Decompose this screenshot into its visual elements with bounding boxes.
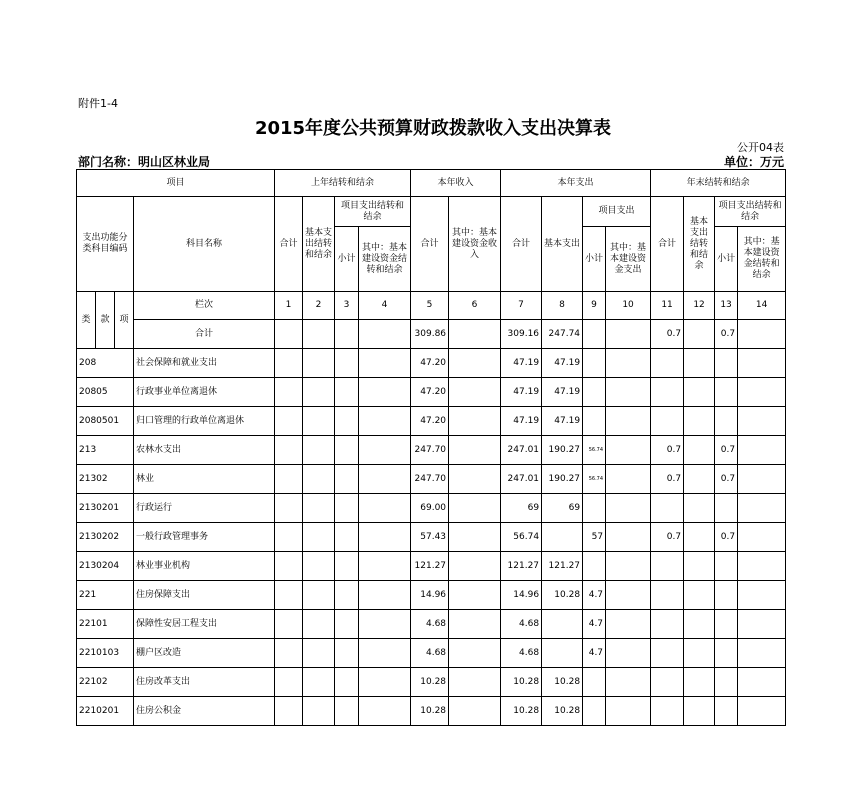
row-name: 一般行政管理事务: [134, 523, 275, 552]
row-cell: [275, 581, 303, 610]
row-cell: [684, 639, 715, 668]
row-cell: [606, 465, 651, 494]
row-cell: [449, 378, 501, 407]
row-cell: [583, 378, 606, 407]
row-code: 2130202: [77, 523, 134, 552]
table-row: [77, 494, 786, 523]
row-cell: [651, 552, 684, 581]
table-row: [77, 436, 786, 465]
row-cell: 47.20: [411, 407, 449, 436]
header-kuan: 款: [96, 292, 115, 349]
header-end-total: 合计: [651, 197, 684, 292]
row-cell: [359, 581, 411, 610]
row-cell: 247.70: [411, 436, 449, 465]
row-cell: [684, 436, 715, 465]
row-name: 林业事业机构: [134, 552, 275, 581]
row-name: 住房保障支出: [134, 581, 275, 610]
row-cell: [275, 639, 303, 668]
row-cell: [303, 407, 335, 436]
row-cell: [449, 494, 501, 523]
row-code: 2210201: [77, 697, 134, 726]
row-cell: [303, 523, 335, 552]
column-number: 5: [411, 292, 449, 320]
header-end: 年末结转和结余: [651, 170, 786, 197]
row-cell: [651, 668, 684, 697]
row-cell: 47.19: [501, 407, 542, 436]
row-cell: [606, 697, 651, 726]
row-cell: [606, 378, 651, 407]
row-cell: [738, 581, 786, 610]
row-cell: [606, 523, 651, 552]
header-prev: 上年结转和结余: [275, 170, 411, 197]
column-number: 14: [738, 292, 786, 320]
row-cell: 10.28: [542, 668, 583, 697]
row-cell: [684, 552, 715, 581]
row-cell: [651, 349, 684, 378]
row-code: 208: [77, 349, 134, 378]
header-name: 科目名称: [134, 197, 275, 292]
header-income: 本年收入: [411, 170, 501, 197]
total-cell: [275, 320, 303, 349]
header-prev-total: 合计: [275, 197, 303, 292]
row-cell: [684, 349, 715, 378]
total-cell: [303, 320, 335, 349]
row-cell: [303, 552, 335, 581]
row-cell: [684, 465, 715, 494]
row-cell: [606, 436, 651, 465]
row-cell: [684, 697, 715, 726]
row-cell: 121.27: [542, 552, 583, 581]
row-cell: 0.7: [651, 465, 684, 494]
row-cell: [583, 407, 606, 436]
row-code: 221: [77, 581, 134, 610]
row-cell: [275, 378, 303, 407]
row-cell: 47.19: [542, 407, 583, 436]
row-code: 2130204: [77, 552, 134, 581]
column-number: 1: [275, 292, 303, 320]
row-cell: 247.01: [501, 436, 542, 465]
header-exp-capital: 其中：基本建设资金支出: [606, 227, 651, 292]
row-cell: [715, 610, 738, 639]
row-cell: [606, 581, 651, 610]
row-cell: 0.7: [651, 436, 684, 465]
row-cell: 47.19: [501, 378, 542, 407]
header-lei: 类: [77, 292, 96, 349]
row-cell: 69: [501, 494, 542, 523]
row-code: 22102: [77, 668, 134, 697]
total-cell: [449, 320, 501, 349]
row-cell: [583, 697, 606, 726]
row-cell: [449, 697, 501, 726]
row-cell: 4.7: [583, 581, 606, 610]
table-row: [77, 581, 786, 610]
table-row: [77, 523, 786, 552]
row-cell: [275, 697, 303, 726]
column-number: 13: [715, 292, 738, 320]
lanci-label: 栏次: [134, 292, 275, 320]
header-exp-subtotal: 小计: [583, 227, 606, 292]
row-cell: [684, 494, 715, 523]
row-cell: [335, 610, 359, 639]
total-cell: [359, 320, 411, 349]
row-cell: [335, 465, 359, 494]
header-end-subtotal: 小计: [715, 227, 738, 292]
header-income-total: 合计: [411, 197, 449, 292]
row-cell: 56.74: [583, 465, 606, 494]
row-cell: [542, 610, 583, 639]
row-cell: 14.96: [411, 581, 449, 610]
row-cell: [583, 552, 606, 581]
row-cell: 10.28: [542, 581, 583, 610]
row-cell: 56.74: [583, 436, 606, 465]
row-cell: [738, 610, 786, 639]
row-name: 社会保障和就业支出: [134, 349, 275, 378]
row-name: 归口管理的行政单位离退休: [134, 407, 275, 436]
total-cell: 309.86: [411, 320, 449, 349]
row-cell: [684, 610, 715, 639]
row-cell: [449, 407, 501, 436]
row-cell: [303, 610, 335, 639]
row-cell: [715, 668, 738, 697]
total-cell: [583, 320, 606, 349]
row-cell: [738, 349, 786, 378]
row-cell: [275, 465, 303, 494]
row-cell: [275, 523, 303, 552]
row-cell: 0.7: [715, 523, 738, 552]
header-item: 项目: [77, 170, 275, 197]
row-cell: [542, 639, 583, 668]
column-number: 11: [651, 292, 684, 320]
row-cell: [335, 552, 359, 581]
row-cell: [359, 523, 411, 552]
row-cell: 10.28: [501, 668, 542, 697]
row-cell: [651, 494, 684, 523]
row-cell: [449, 436, 501, 465]
row-name: 农林水支出: [134, 436, 275, 465]
header-code: 支出功能分类科目编码: [77, 197, 134, 292]
row-name: 棚户区改造: [134, 639, 275, 668]
row-cell: [359, 407, 411, 436]
column-number: 9: [583, 292, 606, 320]
table-row: [77, 639, 786, 668]
row-cell: [359, 494, 411, 523]
total-cell: 0.7: [715, 320, 738, 349]
row-code: 22101: [77, 610, 134, 639]
header-prev-proj: 项目支出结转和结余: [335, 197, 411, 227]
total-cell: 309.16: [501, 320, 542, 349]
row-cell: [303, 378, 335, 407]
row-cell: [651, 610, 684, 639]
row-cell: [359, 668, 411, 697]
row-cell: [738, 552, 786, 581]
row-cell: [359, 378, 411, 407]
row-cell: [335, 697, 359, 726]
header-exp-basic: 基本支出: [542, 197, 583, 292]
row-cell: [738, 465, 786, 494]
table-row: [77, 349, 786, 378]
row-cell: [303, 668, 335, 697]
row-cell: 247.70: [411, 465, 449, 494]
row-cell: [715, 494, 738, 523]
row-cell: 121.27: [411, 552, 449, 581]
row-cell: [335, 523, 359, 552]
row-cell: [275, 552, 303, 581]
row-cell: 47.19: [542, 349, 583, 378]
table-row: [77, 697, 786, 726]
column-number: 7: [501, 292, 542, 320]
table-row: [77, 378, 786, 407]
header-exp-proj: 项目支出: [583, 197, 651, 227]
total-cell: 247.74: [542, 320, 583, 349]
row-cell: [449, 610, 501, 639]
row-cell: [738, 436, 786, 465]
row-cell: [684, 668, 715, 697]
header-end-capital: 其中：基本建设资金结转和结余: [738, 227, 786, 292]
row-cell: [359, 349, 411, 378]
row-cell: [684, 378, 715, 407]
row-cell: [651, 407, 684, 436]
row-cell: [449, 581, 501, 610]
row-cell: [738, 668, 786, 697]
total-cell: [606, 320, 651, 349]
table-row: [77, 610, 786, 639]
row-code: 213: [77, 436, 134, 465]
row-cell: [651, 581, 684, 610]
total-cell: [684, 320, 715, 349]
row-cell: 69.00: [411, 494, 449, 523]
row-cell: 4.7: [583, 610, 606, 639]
row-cell: [335, 349, 359, 378]
row-cell: 47.19: [501, 349, 542, 378]
row-cell: [303, 494, 335, 523]
row-cell: [738, 494, 786, 523]
row-cell: [275, 668, 303, 697]
row-cell: 10.28: [411, 697, 449, 726]
row-cell: [303, 436, 335, 465]
column-number: 12: [684, 292, 715, 320]
row-cell: [335, 581, 359, 610]
row-cell: 57: [583, 523, 606, 552]
row-cell: [684, 407, 715, 436]
row-cell: [583, 494, 606, 523]
table-row: [77, 668, 786, 697]
row-cell: [606, 668, 651, 697]
row-cell: 4.68: [501, 610, 542, 639]
unit-label: 单位：万元: [723, 155, 784, 169]
header-prev-subtotal: 小计: [335, 227, 359, 292]
row-name: 住房改革支出: [134, 668, 275, 697]
table-row: [77, 407, 786, 436]
row-cell: [359, 465, 411, 494]
header-prev-capital: 其中：基本建设资金结转和结余: [359, 227, 411, 292]
row-cell: [359, 610, 411, 639]
row-cell: [738, 407, 786, 436]
row-cell: [606, 349, 651, 378]
row-cell: [359, 436, 411, 465]
row-cell: 0.7: [715, 436, 738, 465]
row-cell: [303, 349, 335, 378]
page-title: 2015年度公共预算财政拨款收入支出决算表: [254, 118, 612, 139]
header-exp-total: 合计: [501, 197, 542, 292]
row-cell: 47.20: [411, 378, 449, 407]
form-number: 公开04表: [737, 141, 784, 154]
header-expense: 本年支出: [501, 170, 651, 197]
column-number: 4: [359, 292, 411, 320]
row-cell: [335, 407, 359, 436]
total-cell: 0.7: [651, 320, 684, 349]
column-number: 3: [335, 292, 359, 320]
row-cell: [606, 610, 651, 639]
row-cell: [275, 349, 303, 378]
row-name: 行政运行: [134, 494, 275, 523]
row-cell: [303, 465, 335, 494]
row-cell: [715, 407, 738, 436]
row-cell: 47.20: [411, 349, 449, 378]
row-cell: [449, 668, 501, 697]
row-cell: 121.27: [501, 552, 542, 581]
row-cell: 190.27: [542, 465, 583, 494]
row-cell: [715, 349, 738, 378]
row-cell: [542, 523, 583, 552]
row-cell: [684, 523, 715, 552]
row-cell: [449, 349, 501, 378]
row-cell: [738, 378, 786, 407]
row-code: 2210103: [77, 639, 134, 668]
row-cell: [303, 639, 335, 668]
total-cell: [738, 320, 786, 349]
row-cell: [449, 639, 501, 668]
row-cell: [738, 639, 786, 668]
header-income-capital: 其中：基本建设资金收入: [449, 197, 501, 292]
row-cell: [715, 378, 738, 407]
row-cell: [275, 610, 303, 639]
row-cell: [335, 436, 359, 465]
row-cell: [303, 581, 335, 610]
row-cell: [275, 436, 303, 465]
row-cell: 57.43: [411, 523, 449, 552]
row-cell: [335, 378, 359, 407]
row-cell: [359, 552, 411, 581]
row-cell: [449, 465, 501, 494]
row-cell: [738, 523, 786, 552]
row-cell: [651, 639, 684, 668]
column-number: 10: [606, 292, 651, 320]
row-cell: [359, 697, 411, 726]
row-code: 2130201: [77, 494, 134, 523]
row-cell: [651, 378, 684, 407]
row-cell: [335, 668, 359, 697]
row-cell: 4.68: [411, 639, 449, 668]
row-cell: 0.7: [715, 465, 738, 494]
row-name: 保障性安居工程支出: [134, 610, 275, 639]
row-cell: 69: [542, 494, 583, 523]
row-cell: [715, 697, 738, 726]
table-row: [77, 552, 786, 581]
row-code: 2080501: [77, 407, 134, 436]
row-name: 行政事业单位离退休: [134, 378, 275, 407]
attachment-label: 附件1-4: [78, 97, 118, 110]
column-number: 6: [449, 292, 501, 320]
row-cell: [715, 552, 738, 581]
header-xiang: 项: [115, 292, 134, 349]
row-cell: 14.96: [501, 581, 542, 610]
row-cell: 56.74: [501, 523, 542, 552]
row-code: 21302: [77, 465, 134, 494]
row-cell: [583, 668, 606, 697]
row-cell: [449, 523, 501, 552]
row-cell: [275, 407, 303, 436]
row-cell: 10.28: [501, 697, 542, 726]
total-row-label: 合计: [134, 320, 275, 349]
row-cell: [738, 697, 786, 726]
row-cell: [606, 639, 651, 668]
row-cell: 47.19: [542, 378, 583, 407]
row-cell: [583, 349, 606, 378]
row-cell: 4.68: [411, 610, 449, 639]
row-cell: [715, 581, 738, 610]
row-cell: [335, 494, 359, 523]
header-prev-basic: 基本支出结转和结余: [303, 197, 335, 292]
row-cell: [715, 639, 738, 668]
header-end-basic: 基本支出结转和结余: [684, 197, 715, 292]
row-cell: 247.01: [501, 465, 542, 494]
row-code: 20805: [77, 378, 134, 407]
column-number: 2: [303, 292, 335, 320]
row-cell: 10.28: [542, 697, 583, 726]
row-cell: 4.7: [583, 639, 606, 668]
row-cell: [335, 639, 359, 668]
row-cell: [606, 407, 651, 436]
row-cell: 190.27: [542, 436, 583, 465]
row-cell: [303, 697, 335, 726]
row-cell: [359, 639, 411, 668]
column-number: 8: [542, 292, 583, 320]
row-cell: [684, 581, 715, 610]
row-cell: [651, 697, 684, 726]
budget-table: [76, 169, 786, 726]
header-end-proj: 项目支出结转和结余: [715, 197, 786, 227]
row-cell: 0.7: [651, 523, 684, 552]
table-row: [77, 465, 786, 494]
department-name: 部门名称：明山区林业局: [78, 155, 211, 169]
row-cell: [606, 494, 651, 523]
row-cell: [449, 552, 501, 581]
row-name: 林业: [134, 465, 275, 494]
row-name: 住房公积金: [134, 697, 275, 726]
row-cell: 4.68: [501, 639, 542, 668]
row-cell: [275, 494, 303, 523]
total-cell: [335, 320, 359, 349]
row-cell: 10.28: [411, 668, 449, 697]
row-cell: [606, 552, 651, 581]
